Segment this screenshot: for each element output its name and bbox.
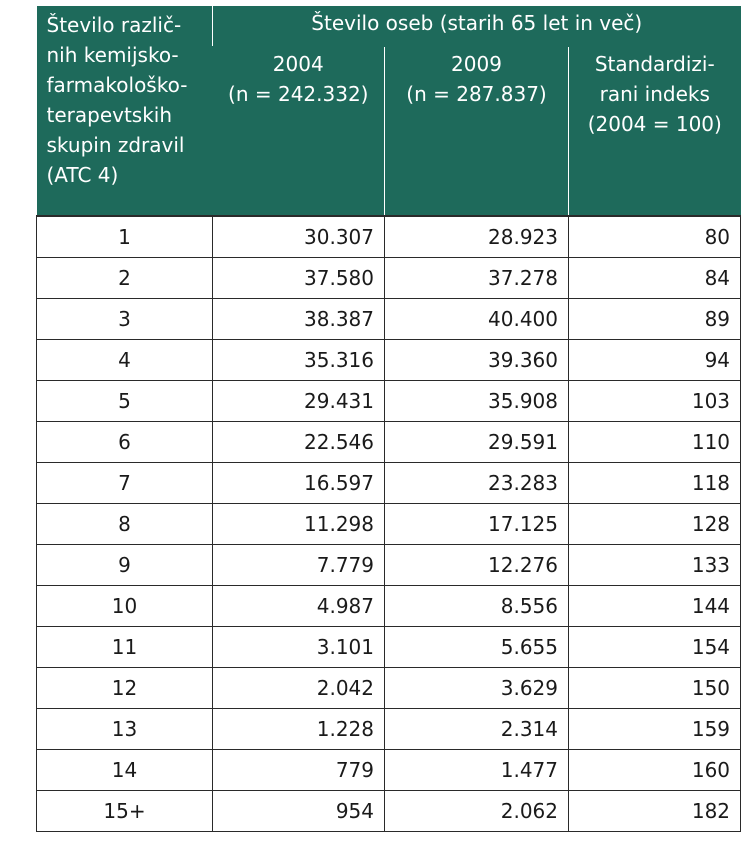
cell-2004: 3.101 [213, 627, 385, 668]
cell-index: 110 [569, 422, 741, 463]
table-row [37, 381, 741, 422]
col-header-title: 2009 [451, 52, 502, 76]
cell-2009: 23.283 [385, 463, 569, 504]
table-row [37, 586, 741, 627]
cell-group-count: 12 [37, 668, 213, 709]
cell-group-count: 6 [37, 422, 213, 463]
cell-2004: 11.298 [213, 504, 385, 545]
cell-index: 128 [569, 504, 741, 545]
cell-index: 133 [569, 545, 741, 586]
cell-2009: 40.400 [385, 299, 569, 340]
col-header-subtitle: (n = 287.837) [406, 82, 547, 106]
table-row [37, 340, 741, 381]
col-header-2004 [213, 47, 385, 217]
cell-2004: 954 [213, 791, 385, 832]
group-header-label: Število oseb (starih 65 let in več) [311, 11, 643, 35]
cell-group-count: 5 [37, 381, 213, 422]
cell-group-count: 7 [37, 463, 213, 504]
cell-index: 159 [569, 709, 741, 750]
cell-group-count: 4 [37, 340, 213, 381]
cell-2004: 22.546 [213, 422, 385, 463]
cell-group-count: 9 [37, 545, 213, 586]
cell-index: 144 [569, 586, 741, 627]
stub-header [37, 6, 213, 216]
cell-2009: 39.360 [385, 340, 569, 381]
table-row [37, 463, 741, 504]
cell-group-count: 3 [37, 299, 213, 340]
table-row [37, 709, 741, 750]
group-header [213, 6, 741, 47]
cell-2009: 1.477 [385, 750, 569, 791]
table-body [37, 216, 741, 832]
cell-2004: 37.580 [213, 258, 385, 299]
cell-2009: 17.125 [385, 504, 569, 545]
col-header-index [569, 47, 741, 217]
cell-2004: 35.316 [213, 340, 385, 381]
table-row [37, 668, 741, 709]
data-table [36, 6, 741, 832]
cell-group-count: 1 [37, 216, 213, 258]
cell-2009: 8.556 [385, 586, 569, 627]
cell-2004: 779 [213, 750, 385, 791]
cell-2009: 37.278 [385, 258, 569, 299]
cell-2009: 3.629 [385, 668, 569, 709]
table-header [37, 6, 741, 216]
cell-2009: 5.655 [385, 627, 569, 668]
cell-index: 150 [569, 668, 741, 709]
col-header-2009 [385, 47, 569, 217]
table-row [37, 216, 741, 258]
cell-2004: 1.228 [213, 709, 385, 750]
cell-index: 89 [569, 299, 741, 340]
cell-index: 80 [569, 216, 741, 258]
col-header-title: 2004 [272, 52, 324, 76]
col-header-subtitle: (2004 = 100) [587, 112, 722, 136]
table-row [37, 504, 741, 545]
cell-index: 118 [569, 463, 741, 504]
cell-2004: 4.987 [213, 586, 385, 627]
cell-index: 154 [569, 627, 741, 668]
col-header-subtitle: (n = 242.332) [228, 82, 369, 106]
cell-index: 182 [569, 791, 741, 832]
col-header-title: Standardizi- rani indeks [594, 52, 715, 106]
cell-index: 103 [569, 381, 741, 422]
cell-2009: 2.062 [385, 791, 569, 832]
table-row [37, 258, 741, 299]
cell-group-count: 8 [37, 504, 213, 545]
table-row [37, 422, 741, 463]
cell-index: 160 [569, 750, 741, 791]
cell-2009: 29.591 [385, 422, 569, 463]
table-row [37, 627, 741, 668]
cell-2004: 38.387 [213, 299, 385, 340]
cell-2004: 29.431 [213, 381, 385, 422]
cell-2004: 16.597 [213, 463, 385, 504]
cell-2009: 2.314 [385, 709, 569, 750]
cell-group-count: 13 [37, 709, 213, 750]
table-row [37, 750, 741, 791]
cell-index: 84 [569, 258, 741, 299]
cell-group-count: 10 [37, 586, 213, 627]
cell-group-count: 14 [37, 750, 213, 791]
cell-2009: 35.908 [385, 381, 569, 422]
cell-2004: 2.042 [213, 668, 385, 709]
cell-2004: 7.779 [213, 545, 385, 586]
table-row [37, 299, 741, 340]
stub-header-label: Število različ- nih kemijsko- farmakološko- terapevtskih skupin zdravil (ATC 4) [46, 13, 188, 187]
table-row [37, 545, 741, 586]
cell-2009: 28.923 [385, 216, 569, 258]
cell-group-count: 15+ [37, 791, 213, 832]
cell-2009: 12.276 [385, 545, 569, 586]
cell-index: 94 [569, 340, 741, 381]
cell-group-count: 11 [37, 627, 213, 668]
cell-group-count: 2 [37, 258, 213, 299]
cell-2004: 30.307 [213, 216, 385, 258]
table-row [37, 791, 741, 832]
